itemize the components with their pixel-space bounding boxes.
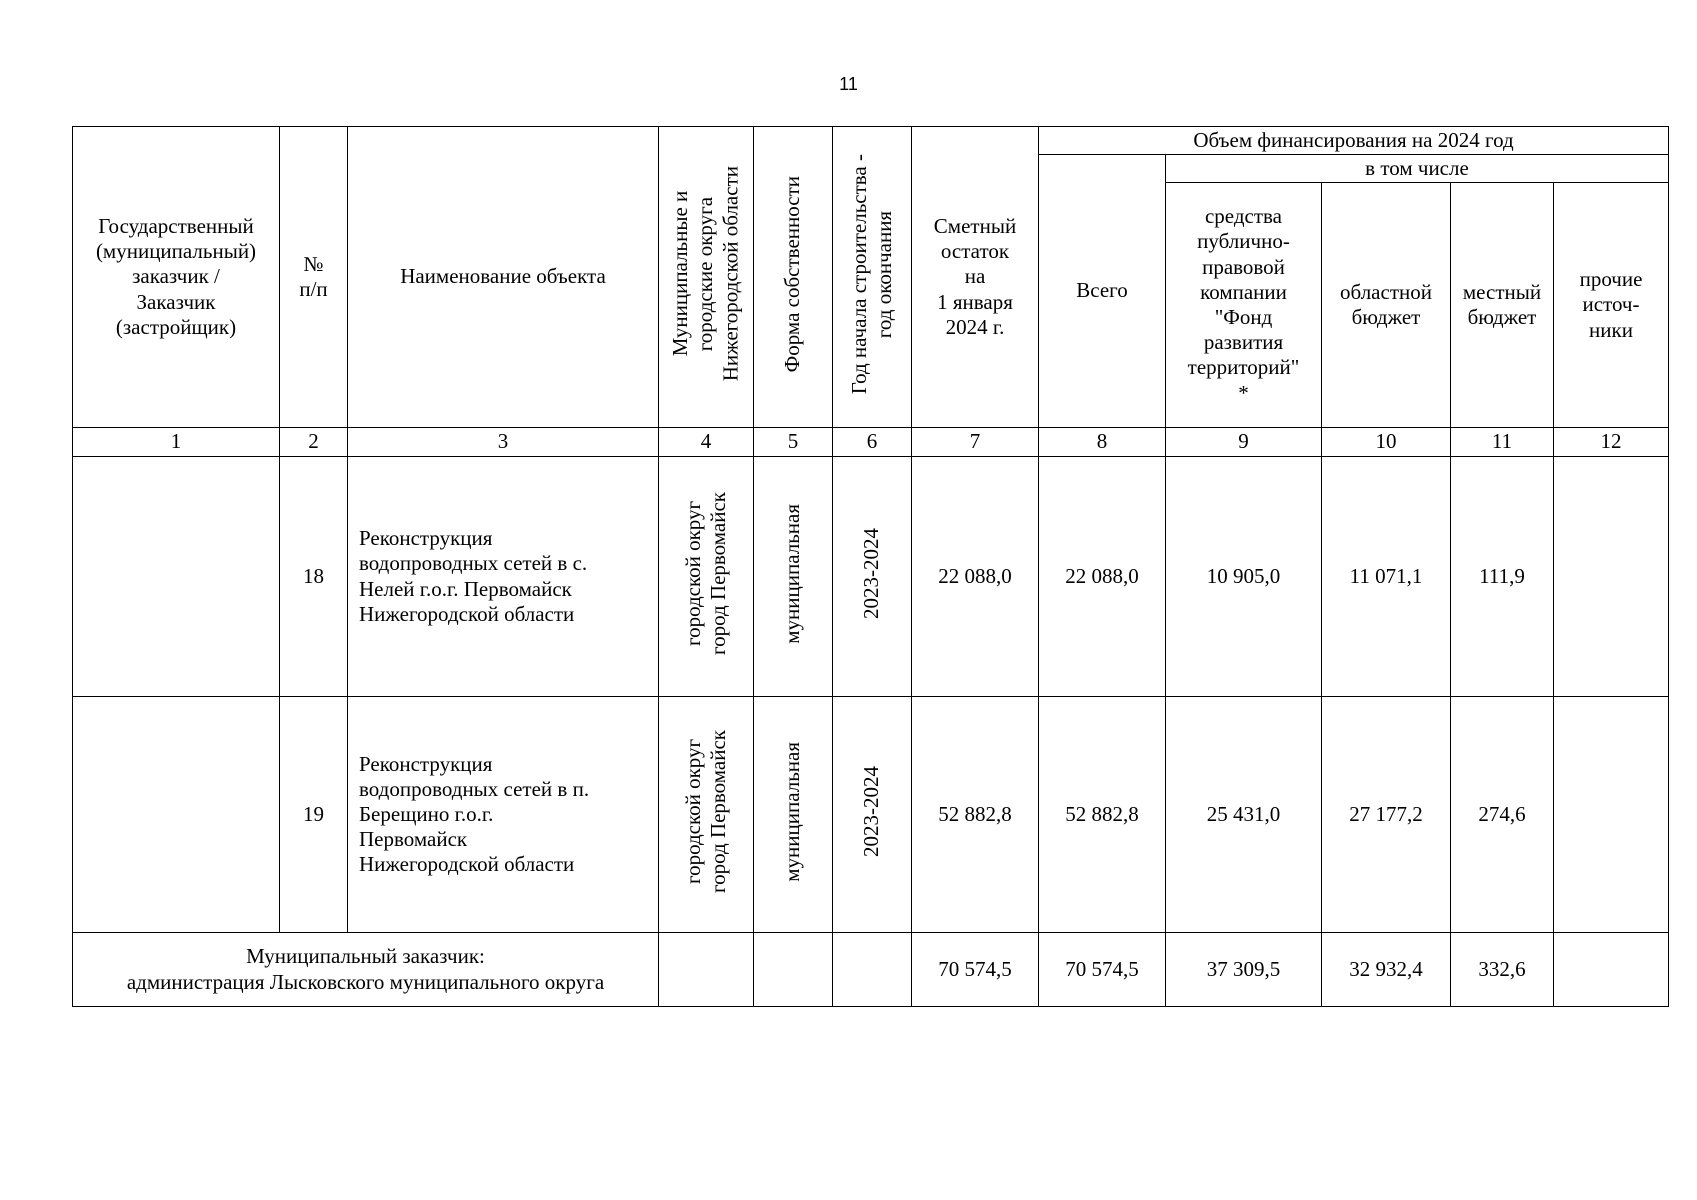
column-number: 9 (1166, 428, 1322, 457)
row-estimate: 22 088,0 (912, 457, 1039, 697)
summary-total: 70 574,5 (1039, 933, 1166, 1007)
row-estimate: 52 882,8 (912, 697, 1039, 933)
row-municipality-text: городской округ город Первомайск (680, 729, 730, 893)
row-total: 22 088,0 (1039, 457, 1166, 697)
header-customer: Государственный (муниципальный) заказчик / Заказчик (застройщик) (73, 127, 280, 428)
column-number: 1 (73, 428, 280, 457)
row-object-name: Реконструкция водопроводных сетей в с. Нелей г.о.г. Первомайск Нижегородской области (348, 457, 659, 697)
row-fund: 10 905,0 (1166, 457, 1322, 697)
column-number: 11 (1451, 428, 1554, 457)
column-number: 7 (912, 428, 1039, 457)
header-number: № п/п (280, 127, 348, 428)
row-object-name: Реконструкция водопроводных сетей в п. Берещино г.о.г. Первомайск Нижегородской области (348, 697, 659, 933)
header-other: прочие источ- ники (1554, 183, 1669, 428)
row-years-text: 2023-2024 (859, 527, 884, 619)
header-years-text: Год начала строительства - год окончания (846, 153, 896, 395)
header-funding-group: Объем финансирования на 2024 год (1039, 127, 1669, 155)
row-years-text: 2023-2024 (859, 765, 884, 857)
row-other (1554, 697, 1669, 933)
header-estimate: Сметный остаток на 1 января 2024 г. (912, 127, 1039, 428)
row-regional: 11 071,1 (1322, 457, 1451, 697)
row-years (833, 457, 912, 697)
header-ownership (754, 127, 833, 428)
row-ownership (754, 697, 833, 933)
column-number: 5 (754, 428, 833, 457)
summary-years (833, 933, 912, 1007)
row-number: 19 (280, 697, 348, 933)
summary-label: Муниципальный заказчик: администрация Лысковского муниципального округа (73, 933, 659, 1007)
header-regional: областной бюджет (1322, 183, 1451, 428)
column-number: 10 (1322, 428, 1451, 457)
summary-fund: 37 309,5 (1166, 933, 1322, 1007)
column-number: 6 (833, 428, 912, 457)
row-customer (73, 697, 280, 933)
table-row (73, 697, 1669, 933)
page-number: 11 (839, 74, 858, 94)
column-number: 8 (1039, 428, 1166, 457)
row-total: 52 882,8 (1039, 697, 1166, 933)
table-row (73, 457, 1669, 697)
column-number: 12 (1554, 428, 1669, 457)
header-municipality (659, 127, 754, 428)
summary-municipality (659, 933, 754, 1007)
summary-ownership (754, 933, 833, 1007)
row-customer (73, 457, 280, 697)
header-ownership-text: Форма собственности (780, 175, 805, 373)
row-local: 274,6 (1451, 697, 1554, 933)
financing-table (72, 126, 1669, 1007)
column-number: 4 (659, 428, 754, 457)
row-municipality-text: городской округ город Первомайск (680, 491, 730, 655)
header-total: Всего (1039, 155, 1166, 428)
column-number: 2 (280, 428, 348, 457)
row-ownership-text: муниципальная (780, 741, 805, 882)
summary-regional: 32 932,4 (1322, 933, 1451, 1007)
header-fund: средства публично- правовой компании "Фонд развития территорий" * (1166, 183, 1322, 428)
summary-local: 332,6 (1451, 933, 1554, 1007)
row-years (833, 697, 912, 933)
summary-row (73, 933, 1669, 1007)
row-ownership-text: муниципальная (780, 503, 805, 644)
header-local: местный бюджет (1451, 183, 1554, 428)
header-object-name: Наименование объекта (348, 127, 659, 428)
summary-estimate: 70 574,5 (912, 933, 1039, 1007)
row-municipality (659, 457, 754, 697)
row-fund: 25 431,0 (1166, 697, 1322, 933)
header-municipality-text: Муниципальные и городские округа Нижегородской области (668, 166, 743, 382)
column-number: 3 (348, 428, 659, 457)
header-including: в том числе (1166, 155, 1669, 183)
row-local: 111,9 (1451, 457, 1554, 697)
summary-other (1554, 933, 1669, 1007)
row-regional: 27 177,2 (1322, 697, 1451, 933)
row-municipality (659, 697, 754, 933)
row-number: 18 (280, 457, 348, 697)
row-other (1554, 457, 1669, 697)
header-years (833, 127, 912, 428)
row-ownership (754, 457, 833, 697)
